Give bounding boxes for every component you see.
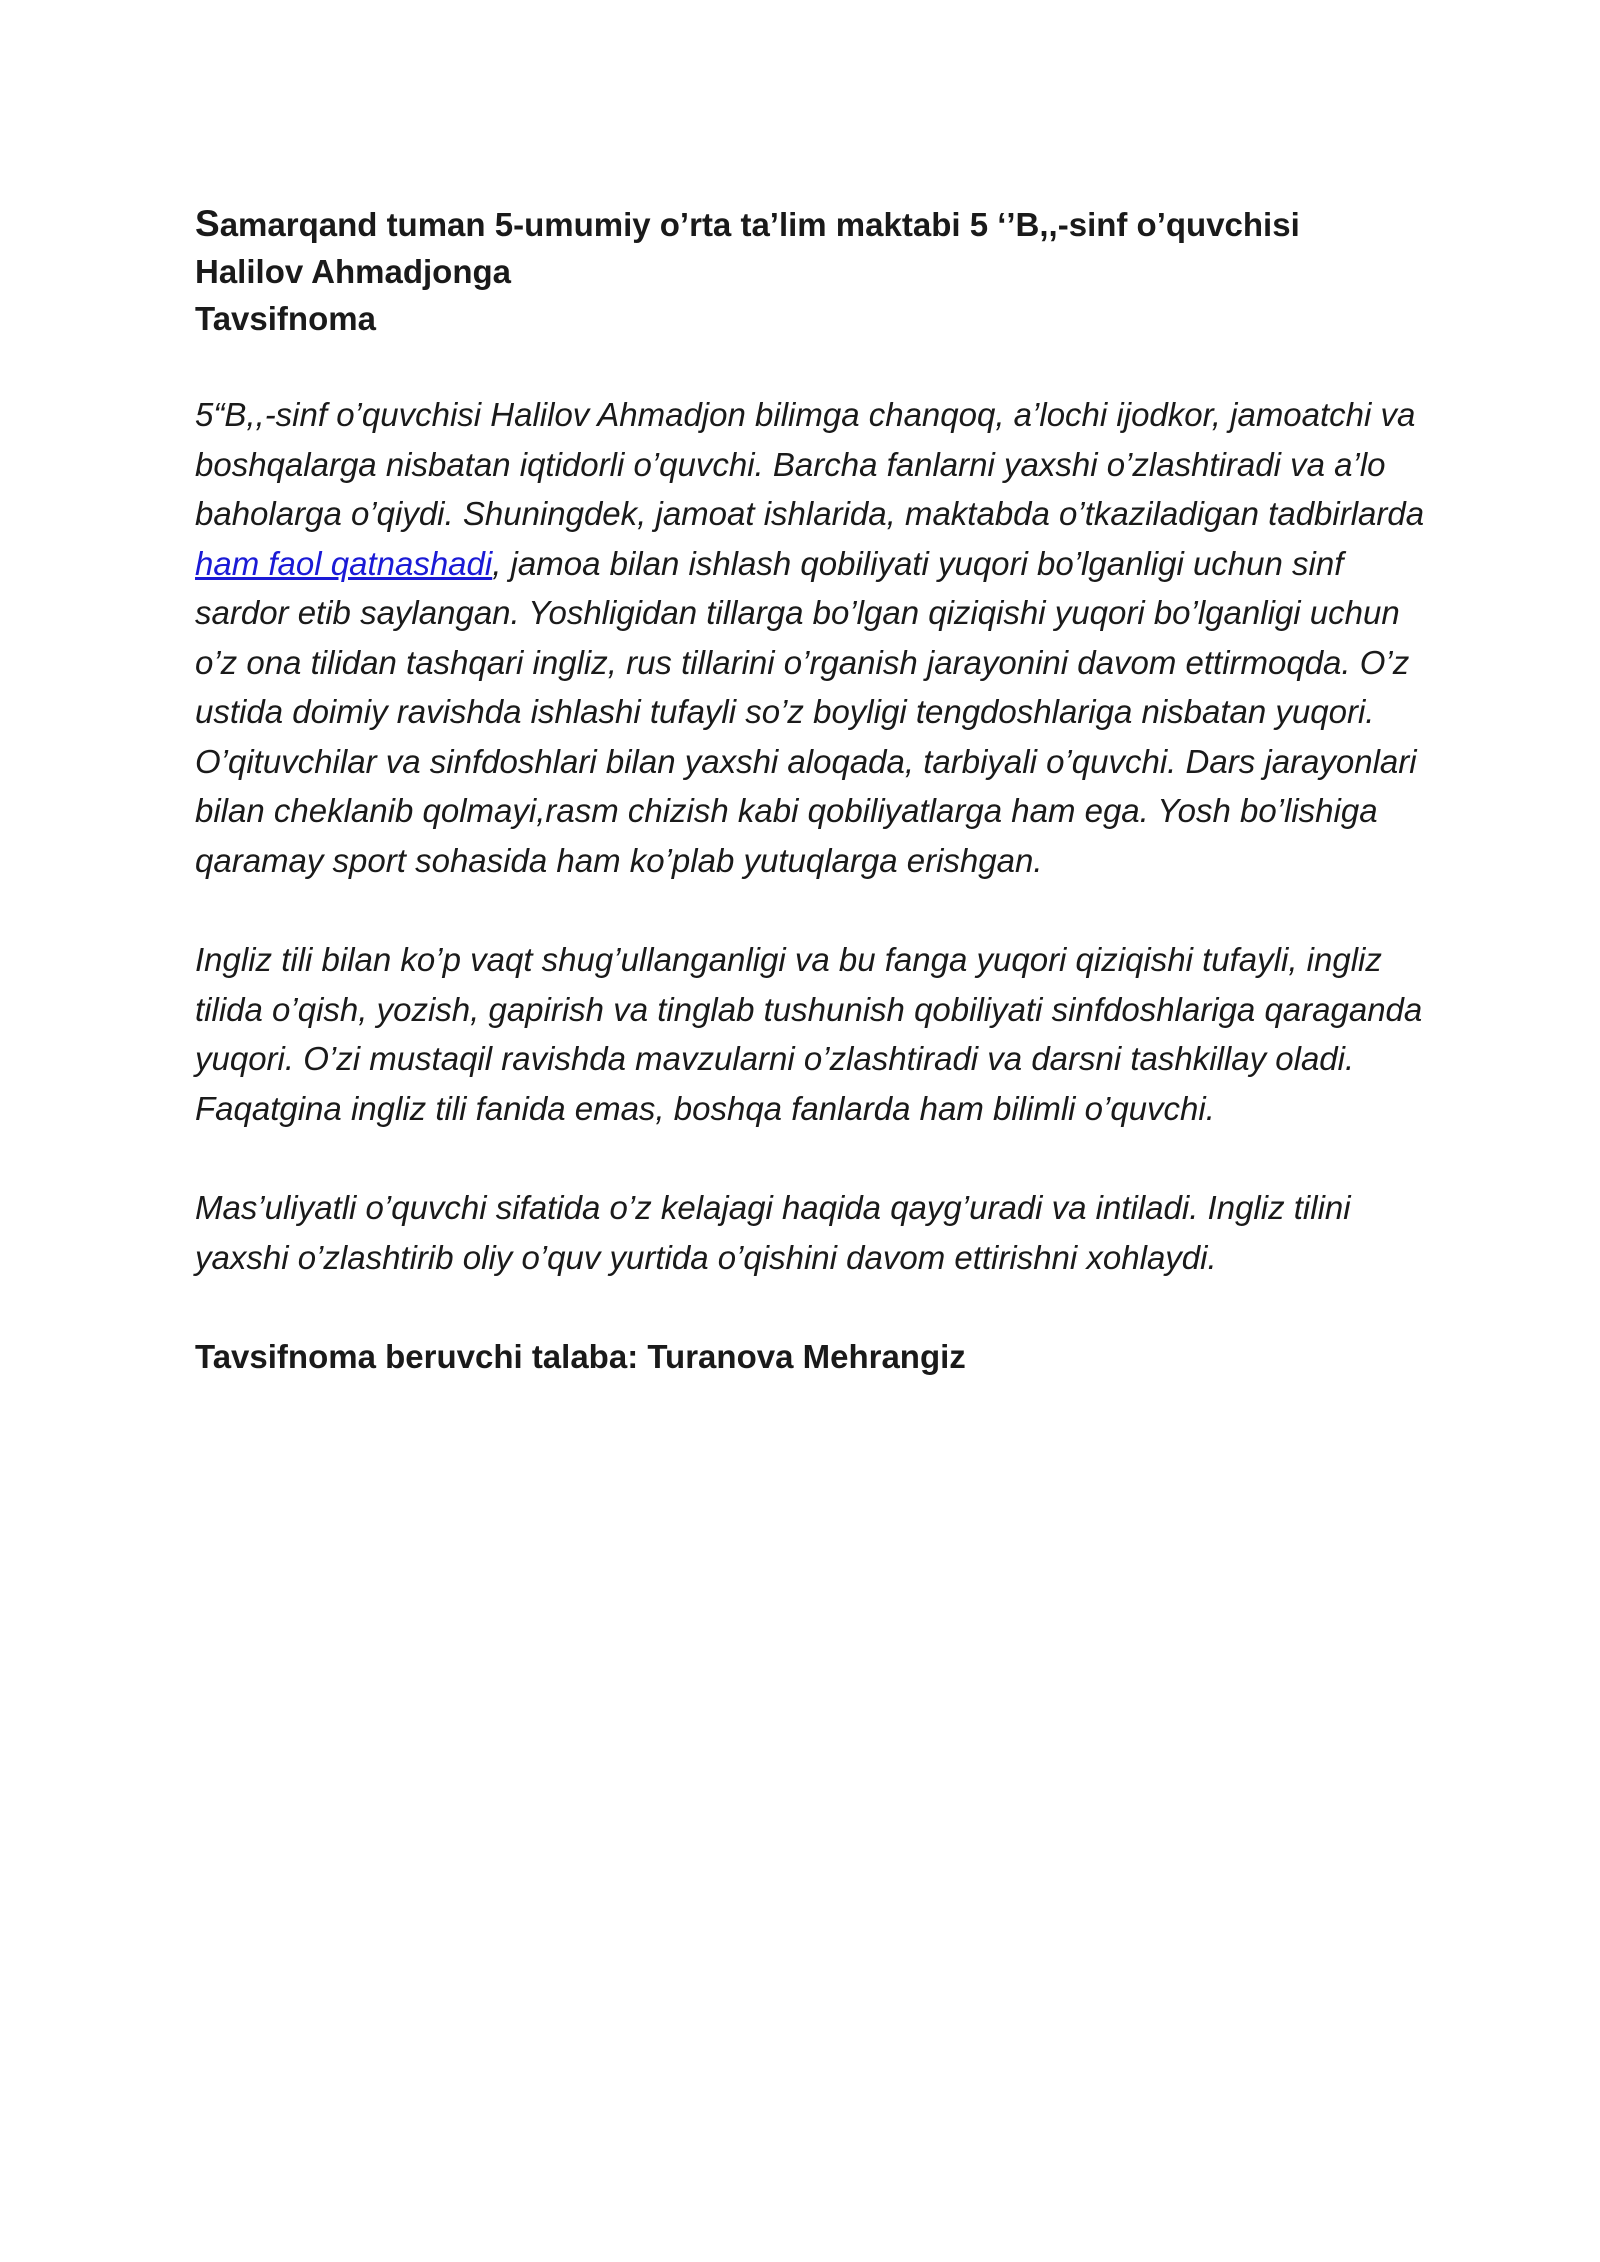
paragraph-1: [195, 390, 1425, 885]
document-title: Tavsifnoma: [195, 300, 376, 337]
paragraph-1-text-start: 5“B,,-sinf o’quvchisi Halilov Ahmadjon bilimga chanqoq, a’lochi ijodkor, jamoatchi va boshqalarga nisbatan iqtidorli o’quvchi. Barcha fanlarni yaxshi o’zlashtiradi va a’lo baholarga o’qiydi. Shuningdek, jamoat ishlarida, maktabda o’tkaziladigan tadbirlarda: [195, 396, 1425, 532]
spacer: [195, 1282, 1425, 1332]
signature-line: Tavsifnoma beruvchi talaba: Turanova Mehrangiz: [195, 1338, 966, 1375]
paragraph-3: Mas’uliyatli o’quvchi sifatida o’z kelajagi haqida qayg’uradi va intiladi. Ingliz tilini yaxshi o’zlashtirib oliy o’quv yurtida o’qishini davom ettirishni xohlaydi.: [195, 1189, 1351, 1276]
heading-line1-text: amarqand tuman 5-umumiy o’rta ta’lim maktabi 5 ‘’B,,-sinf o’quvchisi: [219, 206, 1300, 243]
document-heading-line1: [195, 200, 1425, 248]
heading-initial-letter: S: [195, 203, 220, 244]
paragraph-1-text-end: , jamoa bilan ishlash qobiliyati yuqori bo’lganligi uchun sinf sardor etib saylangan. Yoshligidan tillarga bo’lgan qiziqishi yuqori bo’lganligi uchun o’z ona tilidan tashqari ingliz, rus tillarini o’rganish jarayonini davom ettirmoqda. O’z ustida doimiy ravishda ishlashi tufayli so’z boyligi tengdoshlariga nisbatan yuqori. O’qituvchilar va sinfdoshlari bilan yaxshi aloqada, tarbiyali o’quvchi. Dars jarayonlari bilan cheklanib qolmayi,rasm chizish kabi qobiliyatlarga ham ega. Yosh bo’lishiga qaramay sport sohasida ham ko’plab yutuqlarga erishgan.: [195, 544, 1417, 879]
spacer: [195, 1133, 1425, 1183]
document-heading-line2: Halilov Ahmadjonga: [195, 253, 511, 290]
document-page: [195, 200, 1425, 1381]
spacer: [195, 342, 1425, 390]
spacer: [195, 885, 1425, 935]
paragraph-1-link[interactable]: ham faol qatnashadi: [195, 544, 493, 582]
paragraph-2: Ingliz tili bilan ko’p vaqt shug’ullanganligi va bu fanga yuqori qiziqishi tufayli, ingliz tilida o’qish, yozish, gapirish va tinglab tushunish qobiliyati sinfdoshlariga qaraganda yuqori. O’zi mustaqil ravishda mavzularni o’zlashtiradi va darsni tashkillay oladi. Faqatgina ingliz tili fanida emas, boshqa fanlarda ham bilimli o’quvchi.: [195, 941, 1423, 1127]
